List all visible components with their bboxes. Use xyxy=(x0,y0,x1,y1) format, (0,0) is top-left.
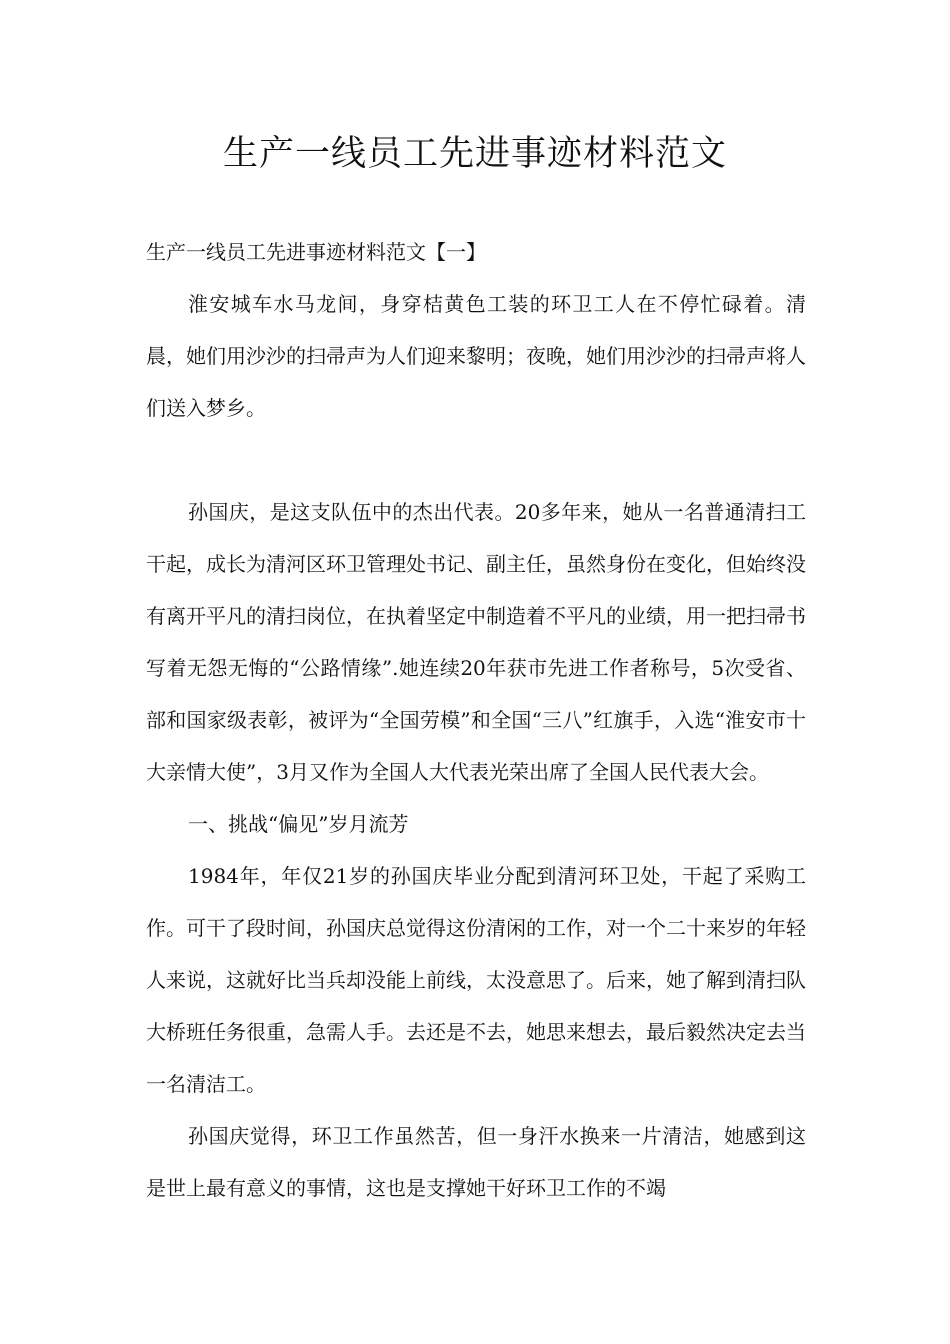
section-heading: 一、挑战“偏见”岁月流芳 xyxy=(188,812,409,836)
document-body xyxy=(146,226,806,1214)
paragraph-intro: 淮安城车水马龙间，身穿桔黄色工装的环卫工人在不停忙碌着。清晨，她们用沙沙的扫帚声为人们迎来黎明；夜晚，她们用沙沙的扫帚声将人们送入梦乡。 xyxy=(146,292,806,420)
document-title: 生产一线员工先进事迹材料范文 xyxy=(222,134,727,174)
paragraph-profile: 孙国庆，是这支队伍中的杰出代表。20多年来，她从一名普通清扫工干起，成长为清河区环卫管理处书记、副主任，虽然身份在变化，但始终没有离开平凡的清扫岗位，在执着坚定中制造着不平凡的业绩，用一把扫帚书写着无怨无悔的“公路情缘”.她连续20年获市先进工作者称号，5次受省、部和国家级表彰，被评为“全国劳模”和全国“三八”红旗手，入选“淮安市十大亲情大使”，3月又作为全国人大代表光荣出席了全国人民代表大会。 xyxy=(146,500,806,784)
paragraph-motivation: 孙国庆觉得，环卫工作虽然苦，但一身汗水换来一片清洁，她感到这是世上最有意义的事情，这也是支撑她干好环卫工作的不竭 xyxy=(146,1124,806,1200)
paragraph-history: 1984年，年仅21岁的孙国庆毕业分配到清河环卫处，干起了采购工作。可干了段时间，孙国庆总觉得这份清闲的工作，对一个二十来岁的年轻人来说，这就好比当兵却没能上前线，太没意思了。后来，她了解到清扫队大桥班任务很重，急需人手。去还是不去，她思来想去，最后毅然决定去当一名清洁工。 xyxy=(146,864,806,1096)
paragraph-gap xyxy=(146,434,806,486)
section-subtitle: 生产一线员工先进事迹材料范文【一】 xyxy=(146,240,486,264)
